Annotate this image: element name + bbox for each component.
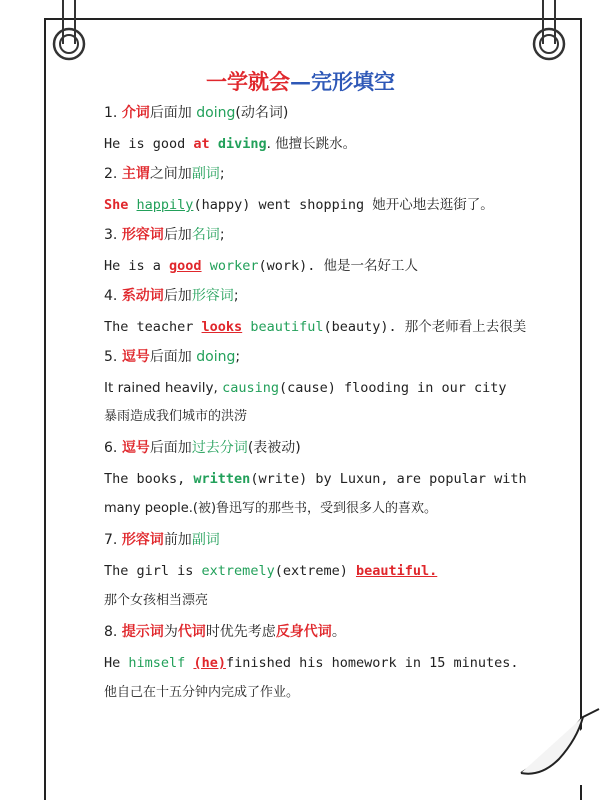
example-segment: good [169,258,202,274]
example-segment: diving [217,136,267,152]
rule-heading-segment: ; [235,349,241,365]
example-segment: beautiful [250,319,324,335]
example-segment: himself [128,655,186,671]
rule-heading-segment: 系动词 [121,288,164,304]
example-segment: causing [222,380,279,396]
rule-heading-segment: 后面加 [149,349,197,365]
example-segment: (work). 他是一名好工人 [258,258,418,274]
rule-6-example-line-2: many people.(被)鲁迅写的那些书，受到很多人的喜欢。 [104,501,438,516]
example-segment: The teacher [104,319,202,335]
example-segment: She [104,197,129,213]
rule-8-example [104,653,519,673]
example-segment: It rained heavily, [104,380,223,396]
example-segment: at [193,136,210,152]
rule-heading-segment: 代词 [177,624,206,640]
rule-7-heading [104,530,220,550]
rule-6-example [104,469,527,489]
rule-number: 6. [104,440,122,456]
rule-heading-segment: 逗号 [121,349,150,365]
rule-heading-segment: 提示词 [121,624,164,640]
rule-heading-segment: 为 [163,624,178,640]
page-title [0,66,601,96]
rule-heading-segment: 主谓 [121,166,150,182]
example-segment: beautiful. [355,563,438,579]
rule-heading-segment: 。 [331,624,346,640]
rule-1-heading [104,103,288,123]
example-segment: happily [136,197,194,213]
example-segment: written [193,471,251,487]
rule-3-example [104,256,418,276]
binder-ring-left-icon [48,0,94,70]
binder-ring-right-icon [526,0,572,70]
rule-heading-segment: 介词 [121,105,150,121]
title-part-2: —完形填空 [290,69,395,94]
example-segment: extremely [201,563,275,579]
rule-number: 7. [104,532,122,548]
example-segment: He is good [104,136,194,152]
rule-number: 3. [104,227,122,243]
rule-heading-segment: 时优先考虑 [205,624,276,640]
example-segment [210,136,218,152]
example-segment: The books, [104,471,194,487]
rule-6-heading [104,438,301,458]
rule-7-example [104,561,437,581]
example-segment: finished his homework in 15 minutes. [225,655,519,671]
rule-heading-segment: 反身代词 [275,624,332,640]
example-segment: looks [201,319,243,335]
rule-heading-segment: 后加 [163,227,192,243]
rule-heading-segment: (动名词) [235,105,289,121]
rule-4-example [104,317,526,337]
rule-heading-segment: doing [196,105,236,121]
rule-heading-segment: 逗号 [121,440,150,456]
rule-heading-segment: 后面加 [149,105,197,121]
rule-heading-segment: ; [233,288,239,304]
example-segment: He is a [104,258,170,274]
rule-5-example [104,378,507,398]
rule-number: 4. [104,288,122,304]
rule-heading-segment: 之间加 [149,166,192,182]
rule-8-heading [104,622,346,642]
rule-number: 2. [104,166,122,182]
rule-number: 8. [104,624,122,640]
example-segment: (happy) went shopping [193,197,373,213]
example-segment: (extreme) [274,563,356,579]
example-segment: worker [209,258,259,274]
example-segment [202,258,210,274]
rule-heading-segment: 形容词 [121,227,164,243]
example-segment: (he) [193,655,226,671]
rule-heading-segment: 形容词 [191,288,234,304]
rule-5-example-line-2: 暴雨造成我们城市的洪涝 [104,409,248,424]
title-part-1: 一学就会 [206,69,290,94]
rule-heading-segment: 形容词 [121,532,164,548]
example-segment [128,197,136,213]
rule-heading-segment: 副词 [191,532,220,548]
rule-1-example [104,134,356,154]
rule-2-example [104,195,494,215]
rule-heading-segment: (表被动) [247,440,301,456]
rule-2-heading [104,164,225,184]
example-segment: 她开心地去逛街了。 [372,197,494,213]
example-segment: (beauty). 那个老师看上去很美 [323,319,527,335]
example-segment: . 他擅长跳水。 [266,136,357,152]
rule-heading-segment: 副词 [191,166,220,182]
rule-heading-segment: ; [219,227,225,243]
rule-heading-segment: ; [219,166,225,182]
rule-heading-segment: 前加 [163,532,192,548]
rule-4-heading [104,286,239,306]
rule-heading-segment: 过去分词 [191,440,248,456]
rule-number: 5. [104,349,122,365]
rule-number: 1. [104,105,122,121]
rule-heading-segment: 后加 [163,288,192,304]
example-segment: He [104,655,129,671]
page-curl-icon [511,695,601,785]
rule-5-heading [104,347,240,367]
rule-heading-segment: 后面加 [149,440,192,456]
rule-3-heading [104,225,225,245]
example-segment: (write) by Luxun, are popular with [250,471,527,487]
rule-heading-segment: 名词 [191,227,220,243]
example-segment: The girl is [104,563,202,579]
rule-7-example-line-2: 那个女孩相当漂亮 [104,593,209,608]
example-segment: (cause) flooding in our city [278,380,507,396]
rule-heading-segment: doing [196,349,236,365]
rule-8-example-line-2: 他自己在十五分钟内完成了作业。 [104,685,300,700]
